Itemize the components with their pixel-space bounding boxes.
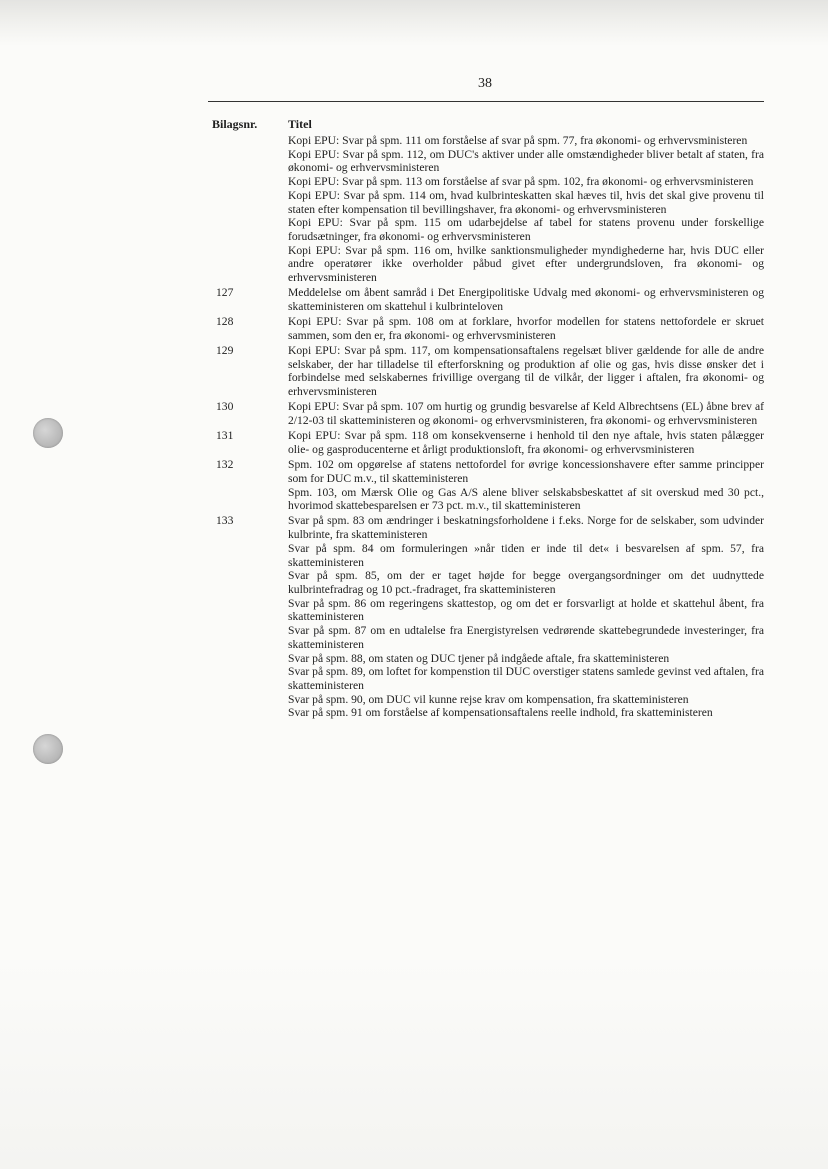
title-item: Svar på spm. 84 om formuleringen »når tiden er inde til det« i besvarelsen af spm. 57, fra skatteministeren xyxy=(288,541,764,569)
table-row xyxy=(0,429,828,456)
title-item: Svar på spm. 85, om der er taget højde for begge overgangsordninger om det uudnyttede kulbrintefradrag og 10 pct.-fradraget, fra skatteministeren xyxy=(288,569,764,596)
column-header-titel: Titel xyxy=(288,117,312,131)
bilag-number: 128 xyxy=(216,315,234,329)
scan-edge-top xyxy=(0,0,828,46)
title-cell xyxy=(288,514,764,720)
punch-hole-lower xyxy=(33,734,63,764)
table-row xyxy=(0,400,828,427)
bilag-number: 131 xyxy=(216,429,234,443)
table-entries xyxy=(0,134,828,720)
page-number: 38 xyxy=(478,76,492,91)
title-item: Kopi EPU: Svar på spm. 111 om forståelse af svar på spm. 77, fra økonomi- og erhvervsministeren xyxy=(288,134,748,147)
bilag-number: 130 xyxy=(216,400,234,414)
bilag-number: 133 xyxy=(216,514,234,528)
title-item: Kopi EPU: Svar på spm. 108 om at forklare, hvorfor modellen for statens nettofordele er skruet sammen, som den er, fra økonomi- og erhvervsministeren xyxy=(288,315,764,342)
title-item: Kopi EPU: Svar på spm. 116 om, hvilke sanktionsmuligheder myndighederne har, hvis DUC eller andre operatører ikke overholder påbud givet efter undergrundsloven, fra økonomi- og erhvervsministeren xyxy=(288,243,764,285)
table-row xyxy=(0,344,828,399)
bilag-number: 127 xyxy=(216,286,234,300)
title-item: Meddelelse om åbent samråd i Det Energipolitiske Udvalg med økonomi- og erhvervsministeren og skatteministeren om skattehul i kulbrinteloven xyxy=(288,286,764,313)
title-item: Kopi EPU: Svar på spm. 114 om, hvad kulbrinteskatten skal hæves til, hvis det skal give provenu til staten efter kompensation til bevillingshaver, fra økonomi- og erhvervsministeren xyxy=(288,188,764,216)
bilag-number: 129 xyxy=(216,344,234,358)
title-item: Kopi EPU: Svar på spm. 115 om udarbejdelse af tabel for statens provenu under forskellige forudsætninger, fra økonomi- og erhvervsministeren xyxy=(288,216,764,243)
title-cell xyxy=(288,134,764,285)
title-cell xyxy=(288,458,764,513)
table-row xyxy=(0,514,828,720)
title-cell xyxy=(288,344,764,399)
document-table xyxy=(0,117,828,720)
title-item: Spm. 103, om Mærsk Olie og Gas A/S alene bliver selskabsbeskattet af sit overskud med 30 pct., hvorimod skattebesparelsen er 73 pct. m.v., til skatteministeren xyxy=(288,485,764,513)
scan-edge-bottom xyxy=(0,960,828,1169)
title-item: Kopi EPU: Svar på spm. 118 om konsekvenserne i henhold til den nye aftale, hvis staten pålægger olie- og gasproducenterne et årligt produktionsloft, fra økonomi- og erhvervsministeren xyxy=(288,429,764,456)
table-row xyxy=(0,458,828,513)
title-item: Svar på spm. 87 om en udtalelse fra Energistyrelsen vedrørende skattebegrundede investeringer, fra skatteministeren xyxy=(288,624,764,651)
title-cell xyxy=(288,400,764,427)
title-item: Kopi EPU: Svar på spm. 107 om hurtig og grundig besvarelse af Keld Albrechtsens (EL) åbne brev af 2/12-03 til skatteministeren og økonomi- og erhvervsministeren, fra økonomi- og erhvervsministeren xyxy=(288,400,764,428)
title-item: Svar på spm. 89, om loftet for kompenstion til DUC overstiger statens samlede gevinst ved aftalen, fra skatteministeren xyxy=(288,665,764,692)
table-row xyxy=(0,315,828,342)
title-cell xyxy=(288,429,764,456)
title-item: Kopi EPU: Svar på spm. 117, om kompensationsaftalens regelsæt bliver gældende for alle de andre selskaber, der har tilladelse til efterforskning og produktion af olie og gas, hvis disse ønsker det i forbindelse med selskabernes frivillige overgang til de vilkår, der ligger i aftalen, fra økonomi- og erhvervsministeren xyxy=(288,344,764,399)
title-item: Svar på spm. 88, om staten og DUC tjener på indgåede aftale, fra skatteministeren xyxy=(288,651,670,665)
title-cell xyxy=(288,286,764,313)
table-row xyxy=(0,286,828,313)
title-cell xyxy=(288,315,764,342)
title-item: Svar på spm. 83 om ændringer i beskatningsforholdene i f.eks. Norge for de selskaber, som udvinder kulbrinte, fra skatteministeren xyxy=(288,514,764,542)
table-row xyxy=(0,134,828,285)
title-item: Svar på spm. 90, om DUC vil kunne rejse krav om kompensation, fra skatteministeren xyxy=(288,692,689,706)
header-rule xyxy=(208,101,764,102)
title-item: Kopi EPU: Svar på spm. 112, om DUC's aktiver under alle omstændigheder bliver betalt af staten, fra økonomi- og erhvervsministeren xyxy=(288,147,764,175)
title-item: Svar på spm. 86 om regeringens skattestop, og om det er forsvarligt at holde et skattehul åbent, fra skatteministeren xyxy=(288,596,764,624)
bilag-number: 132 xyxy=(216,458,234,472)
title-item: Svar på spm. 91 om forståelse af kompensationsaftalens reelle indhold, fra skatteministeren xyxy=(288,706,713,720)
title-item: Kopi EPU: Svar på spm. 113 om forståelse af svar på spm. 102, fra økonomi- og erhvervsministeren xyxy=(288,175,754,189)
title-item: Spm. 102 om opgørelse af statens nettofordel for øvrige koncessionshavere efter samme principper som for DUC m.v., til skatteministeren xyxy=(288,458,764,485)
column-header-bilagsnr: Bilagsnr. xyxy=(212,117,258,131)
table-header xyxy=(0,117,828,133)
